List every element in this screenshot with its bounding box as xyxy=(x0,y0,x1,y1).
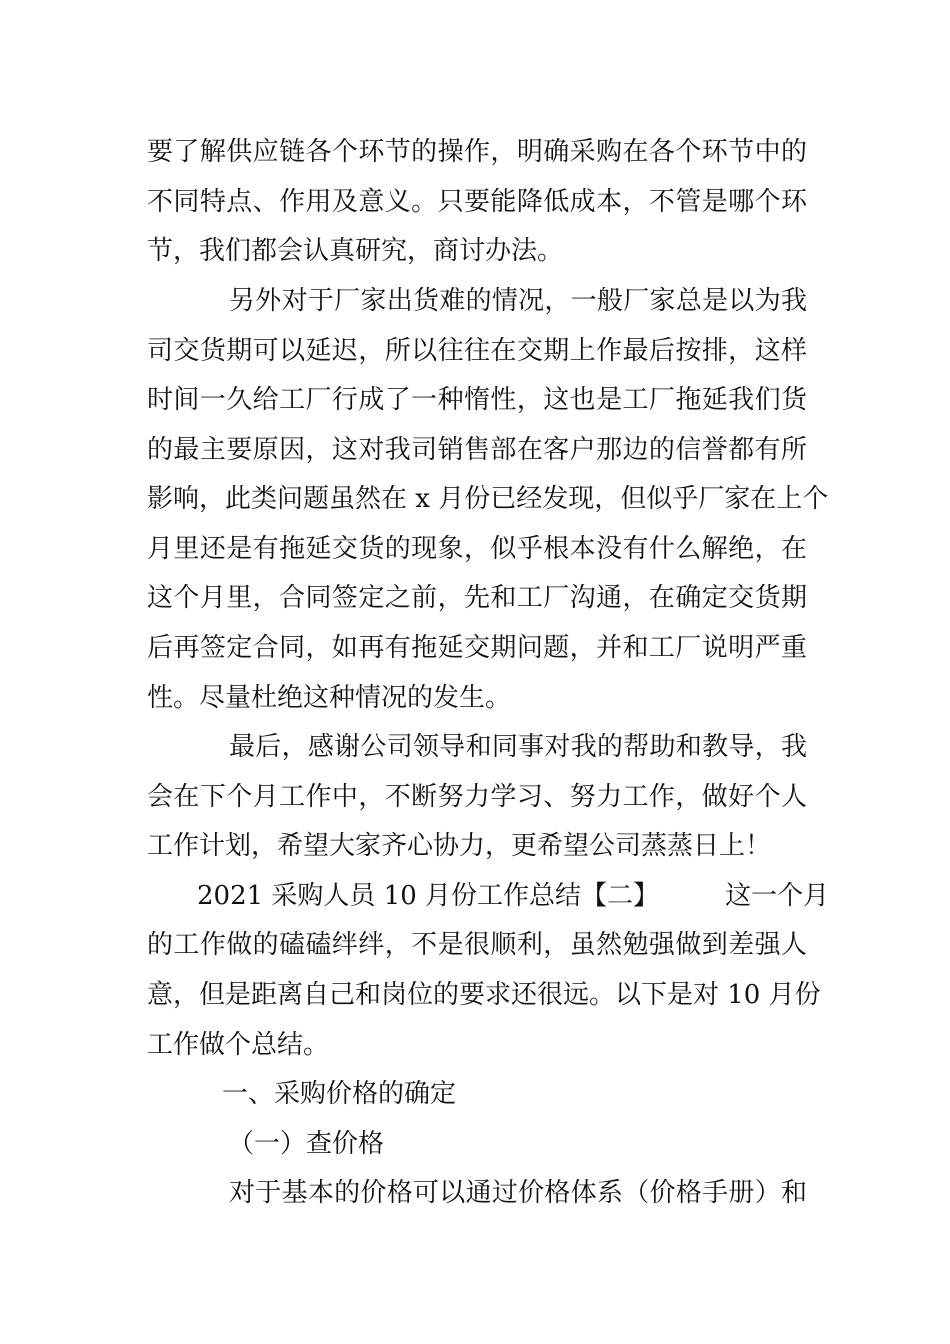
text-line-11: 后再签定合同，如再有拖延交期问题，并和工厂说明严重 xyxy=(147,633,807,663)
text-line-5: 司交货期可以延迟，所以往往在交期上作最后按排，这样 xyxy=(147,336,807,366)
text-line-3: 节，我们都会认真研究，商讨办法。 xyxy=(147,236,564,266)
text-line-22: 对于基本的价格可以通过价格体系（价格手册）和 xyxy=(229,1178,807,1208)
text-line-7: 的最主要原因，这对我司销售部在客户那边的信誉都有所 xyxy=(147,435,807,465)
text-line-8: 影响，此类问题虽然在 x 月份已经发现，但似乎厂家在上个 xyxy=(147,484,829,514)
text-line-2: 不同特点、作用及意义。只要能降低成本，不管是哪个环 xyxy=(147,187,807,217)
text-line-18: 意，但是距离自己和岗位的要求还很远。以下是对 10 月份 xyxy=(147,980,821,1010)
text-line-13: 最后，感谢公司领导和同事对我的帮助和教导，我 xyxy=(229,732,807,762)
text-line-9: 月里还是有拖延交货的现象，似乎根本没有什么解绝，在 xyxy=(147,534,807,564)
section-heading-line: 2021 采购人员 10 月份工作总结【二】 这一个月 xyxy=(197,881,830,911)
text-line-4: 另外对于厂家出货难的情况，一般厂家总是以为我 xyxy=(229,286,807,316)
text-line-14: 会在下个月工作中，不断努力学习、努力工作，做好个人 xyxy=(147,782,807,812)
subheading-check-price: （一）查价格 xyxy=(228,1129,385,1159)
text-line-6: 时间一久给工厂行成了一种惰性，这也是工厂拖延我们货 xyxy=(147,385,807,415)
text-line-19: 工作做个总结。 xyxy=(147,1030,330,1060)
subheading-price-determination: 一、采购价格的确定 xyxy=(222,1079,457,1109)
text-line-1: 要了解供应链各个环节的操作，明确采购在各个环节中的 xyxy=(147,137,807,167)
text-line-17: 的工作做的磕磕绊绊，不是很顺利，虽然勉强做到差强人 xyxy=(147,930,807,960)
text-line-12: 性。尽量杜绝这种情况的发生。 xyxy=(147,683,512,713)
text-line-10: 这个月里，合同签定之前，先和工厂沟通，在确定交货期 xyxy=(147,583,807,613)
text-line-15: 工作计划，希望大家齐心协力，更希望公司蒸蒸日上！ xyxy=(147,831,772,861)
